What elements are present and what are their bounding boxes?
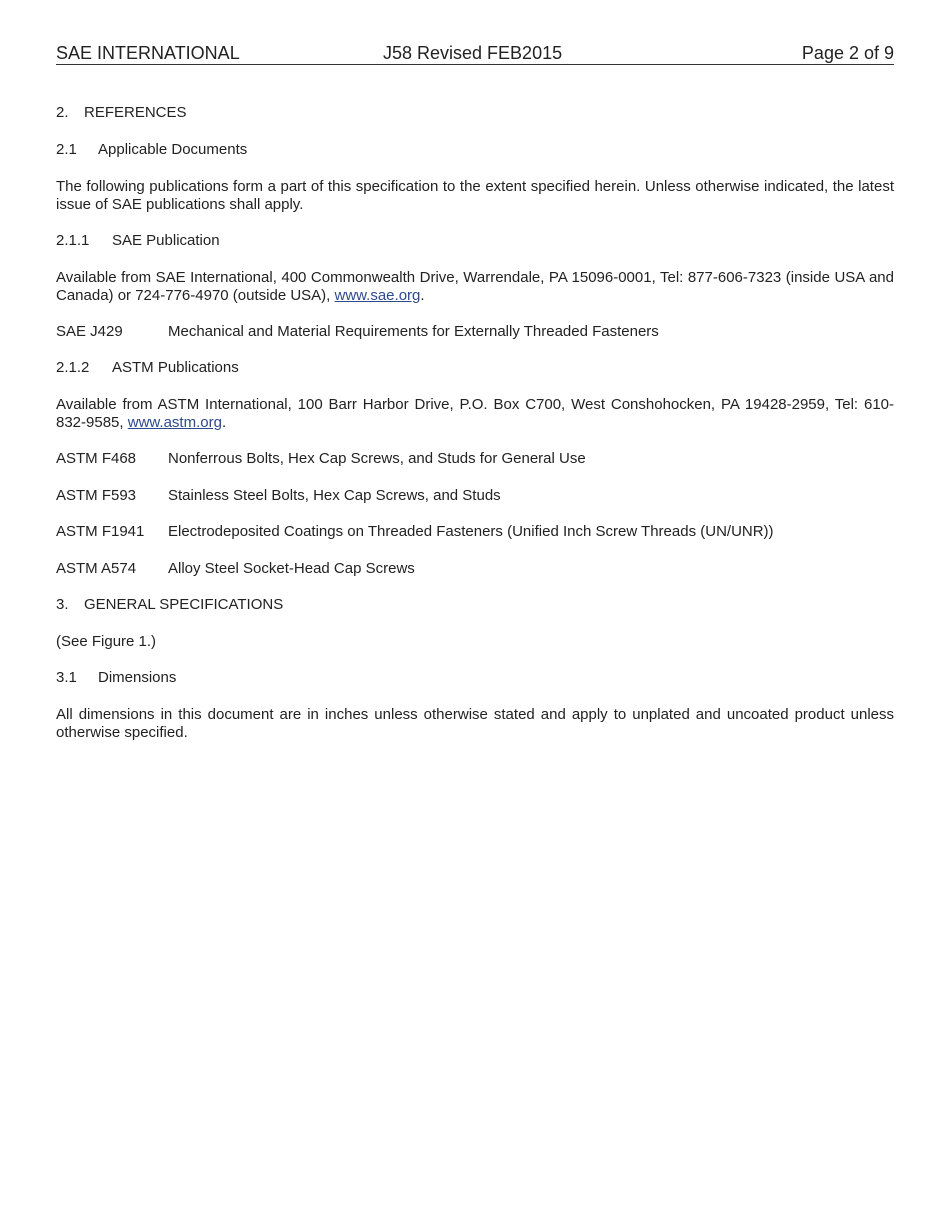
section-title: GENERAL SPECIFICATIONS [84,596,284,613]
header-doc-id: J58 Revised FEB2015 [383,43,563,63]
intro-paragraph: The following publications form a part of this specification to the extent specified herein. Unless otherwise indicated, the latest issue of SAE publications shall apply. [56,178,894,213]
figure-reference: (See Figure 1.) [56,633,157,650]
reference-title: Mechanical and Material Requirements for Externally Threaded Fasteners [168,323,659,340]
reference-code: ASTM F468 [56,450,137,467]
page-header [56,43,894,65]
section-number: 3.1 [56,669,77,686]
reference-item [56,450,894,468]
sae-availability-paragraph [56,269,894,305]
section-heading-2 [56,104,894,122]
astm-availability-paragraph [56,396,894,432]
section-heading-3-1 [56,669,894,687]
section-heading-2-1-2 [56,359,894,377]
reference-code: SAE J429 [56,323,123,340]
section-title: SAE Publication [112,232,220,249]
paragraph-end: . [221,414,227,431]
reference-title: Stainless Steel Bolts, Hex Cap Screws, and Studs [168,487,501,504]
reference-code: ASTM F593 [56,487,137,504]
section-number: 2.1 [56,141,77,158]
section-number: 2.1.2 [56,359,90,376]
reference-title: Alloy Steel Socket-Head Cap Screws [168,560,415,577]
paragraph-text: Available from ASTM International, 100 Barr Harbor Drive, P.O. Box C700, West Conshohocken, PA 19428-2959, Tel: 610-832-9585, [56,396,894,431]
section-title: Dimensions [98,669,177,686]
paragraph-end: . [420,287,425,304]
section-number: 3. [56,596,69,613]
section-title: ASTM Publications [112,359,239,376]
header-org: SAE INTERNATIONAL [56,43,240,63]
reference-code: ASTM F1941 [56,523,145,540]
section-number: 2. [56,104,69,121]
section-title: Applicable Documents [98,141,248,158]
dimensions-paragraph: All dimensions in this document are in inches unless otherwise stated and apply to unplated and uncoated product unless otherwise specified. [56,706,894,741]
header-page-number: Page 2 of 9 [801,43,894,63]
reference-title: Electrodeposited Coatings on Threaded Fasteners (Unified Inch Screw Threads (UN/UNR)) [168,523,774,540]
section-heading-2-1-1 [56,232,894,250]
reference-item [56,487,894,505]
sae-website-link[interactable]: www.sae.org [334,287,421,304]
reference-item [56,523,894,541]
reference-item [56,560,894,578]
astm-website-link[interactable]: www.astm.org [127,414,222,431]
section-heading-2-1 [56,141,894,159]
reference-title: Nonferrous Bolts, Hex Cap Screws, and Studs for General Use [168,450,586,467]
section-number: 2.1.1 [56,232,90,249]
section-title: REFERENCES [84,104,187,121]
paragraph-text: Available from SAE International, 400 Commonwealth Drive, Warrendale, PA 15096-0001, Tel: 877-606-7323 (inside USA and Canada) or 724-776-4970 (outside USA), [56,269,894,304]
section-heading-3 [56,596,894,614]
reference-code: ASTM A574 [56,560,137,577]
reference-item [56,323,894,341]
